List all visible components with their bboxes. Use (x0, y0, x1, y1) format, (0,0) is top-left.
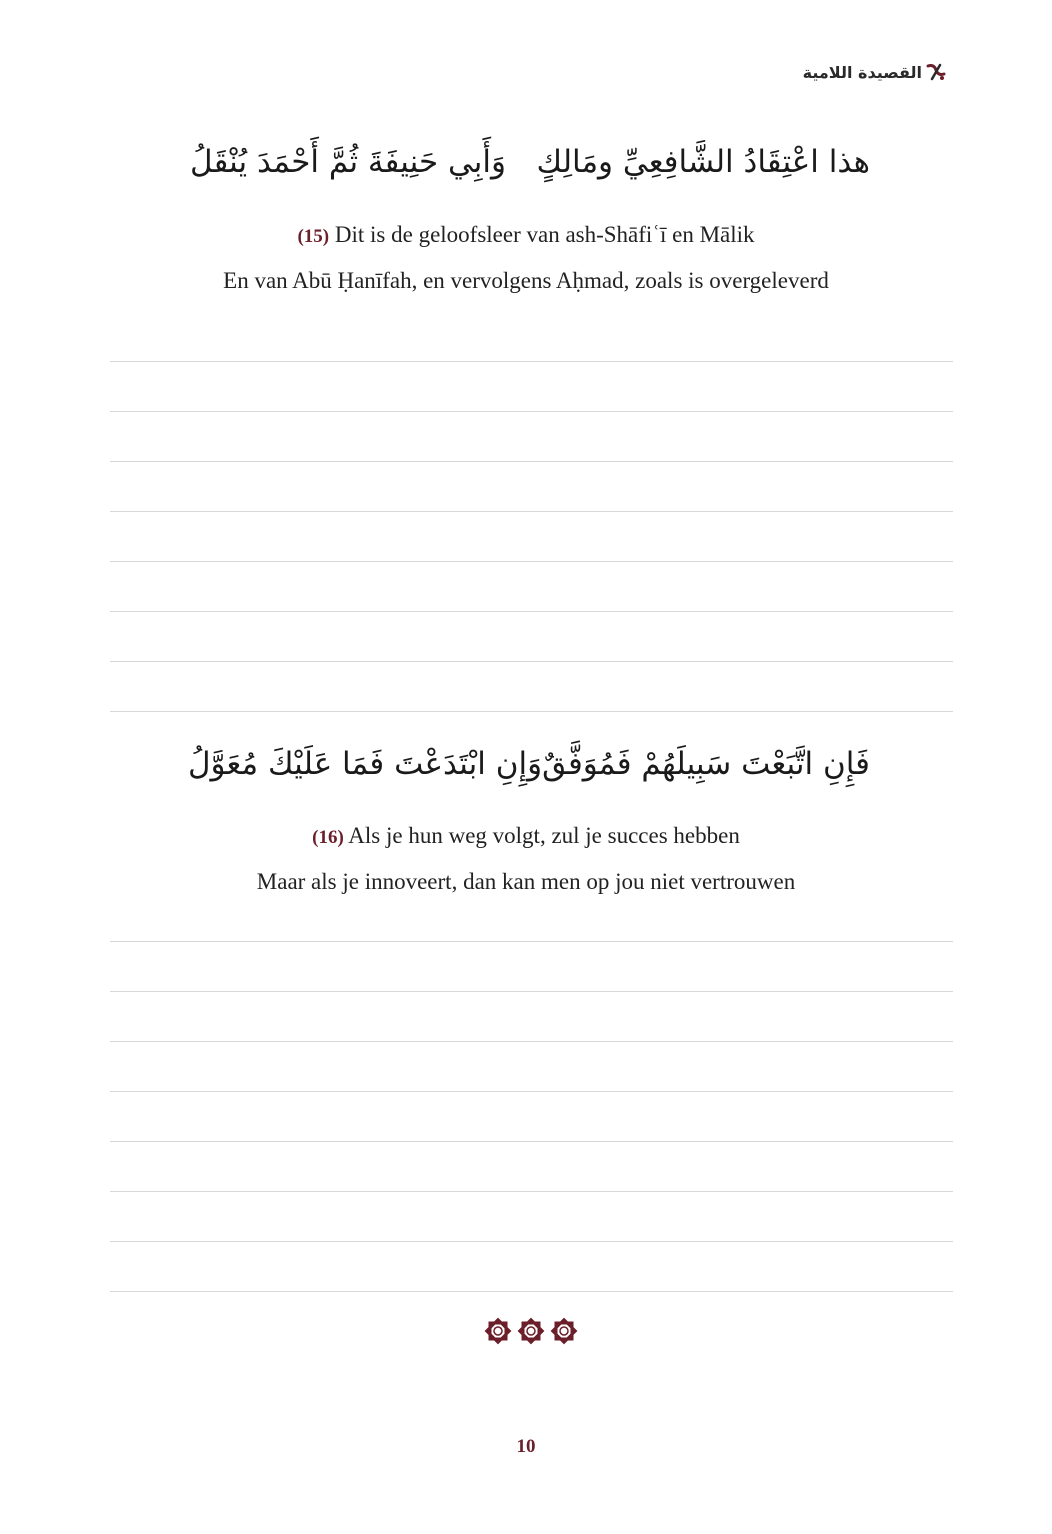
section-ornament (483, 1316, 579, 1350)
verse-16-translation-line-1 (0, 823, 1052, 849)
verse-first-hemistich: فَإِنِ اتَّبَعْتَ سَبِيلَهُمْ فَمُوَفَّقٌ (542, 746, 870, 782)
eight-point-star-icon (516, 1316, 546, 1350)
translation-text: Dit is de geloofsleer van ash-Shāfiʿī en Mālik (334, 222, 755, 247)
writing-line[interactable] (110, 1142, 953, 1192)
writing-line[interactable] (110, 512, 953, 562)
eight-point-star-icon (549, 1316, 579, 1350)
writing-line[interactable] (110, 892, 953, 942)
writing-line[interactable] (110, 1092, 953, 1142)
verse-15-arabic (190, 130, 870, 194)
verse-first-hemistich: هذا اعْتِقَادُ الشَّافِعِيِّ ومَالِكٍ (536, 144, 870, 180)
page-number: 10 (516, 1436, 536, 1457)
writing-line[interactable] (110, 412, 953, 462)
book-title: القصيدة اللامية (802, 62, 922, 82)
writing-line[interactable] (110, 1242, 953, 1292)
eight-point-star-icon (483, 1316, 513, 1350)
writing-line[interactable] (110, 362, 953, 412)
verse-second-hemistich: وَإِنِ ابْتَدَعْتَ فَمَا عَلَيْكَ مُعَوَّلُ (188, 746, 543, 782)
verse-number: (15) (297, 226, 330, 247)
writing-line[interactable] (110, 1192, 953, 1242)
calligraphy-logo-icon (926, 62, 946, 82)
translation-text: Als je hun weg volgt, zul je succes hebben (348, 823, 740, 848)
writing-line[interactable] (110, 662, 953, 712)
writing-line[interactable] (110, 312, 953, 362)
writing-line[interactable] (110, 992, 953, 1042)
verse-second-hemistich: وَأَبِي حَنِيفَةَ ثُمَّ أَحْمَدَ يُنْقَلُ (190, 144, 507, 180)
writing-lines-block-1 (110, 312, 953, 712)
verse-16-translation-line-2: Maar als je innoveert, dan kan men op jou niet vertrouwen (256, 869, 796, 894)
writing-lines-block-2 (110, 892, 953, 1292)
writing-line[interactable] (110, 462, 953, 512)
writing-line[interactable] (110, 612, 953, 662)
verse-number: (16) (312, 827, 344, 848)
writing-line[interactable] (110, 562, 953, 612)
verse-15-translation-line-1 (0, 222, 1052, 248)
page-header (803, 62, 946, 82)
writing-line[interactable] (110, 1042, 953, 1092)
verse-15-translation-line-2: En van Abū Ḥanīfah, en vervolgens Aḥmad, zoals is overgeleverd (223, 268, 829, 293)
verse-16-arabic (190, 732, 870, 796)
writing-line[interactable] (110, 942, 953, 992)
